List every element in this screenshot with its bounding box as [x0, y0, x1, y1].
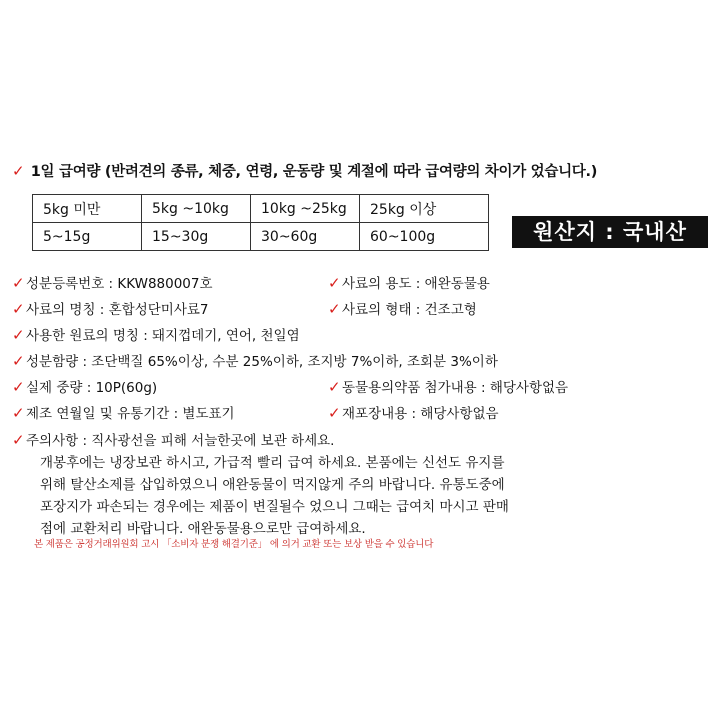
caution-line: 개봉후에는 냉장보관 하시고, 가급적 빨리 급여 하세요. 본품에는 신선도 유지를: [40, 455, 505, 471]
form-row: [328, 298, 477, 318]
table-cell: 60~100g: [360, 223, 489, 251]
check-mark-icon: ✓: [12, 378, 25, 396]
table-row: [33, 195, 489, 223]
name-row: [12, 298, 209, 318]
check-mark-icon: ✓: [12, 431, 25, 449]
check-mark-icon: ✓: [328, 274, 341, 292]
table-header-cell: 5kg 미만: [33, 195, 142, 223]
ingredients-text: 사용한 원료의 명칭 : 돼지껍데기, 연어, 천일염: [26, 328, 300, 344]
feeding-title: 1일 급여량 (반려견의 종류, 체중, 연령, 운동량 및 계절에 따라 급여량의 차이가 었습니다.): [30, 164, 598, 180]
table-row: [33, 223, 489, 251]
usage-row: [328, 272, 490, 292]
caution-title: 주의사항 : 직사광선을 피해 서늘한곳에 보관 하세요.: [26, 433, 335, 449]
check-mark-icon: ✓: [12, 274, 25, 292]
registration-row: [12, 272, 213, 292]
usage-text: 사료의 용도 : 애완동물용: [342, 276, 490, 292]
repack-row: [328, 402, 499, 422]
origin-badge: 원산지 : 국내산: [512, 216, 708, 248]
feeding-table: [32, 194, 489, 251]
table-header-cell: 10kg ~25kg: [251, 195, 360, 223]
ingredients-row: [12, 324, 300, 344]
date-row: [12, 402, 235, 422]
date-text: 제조 연월일 및 유통기간 : 별도표기: [26, 406, 235, 422]
table-cell: 30~60g: [251, 223, 360, 251]
table-cell: 5~15g: [33, 223, 142, 251]
check-mark-icon: ✓: [12, 326, 25, 344]
table-header-cell: 5kg ~10kg: [142, 195, 251, 223]
table-cell: 15~30g: [142, 223, 251, 251]
caution-row: [12, 429, 334, 449]
check-mark-icon: ✓: [12, 300, 25, 318]
additives-text: 동물용의약품 첨가내용 : 해당사항없음: [342, 380, 569, 396]
caution-line: 위해 탈산소제를 삽입하였으니 애완동물이 먹지않게 주의 바랍니다. 유통도중에: [40, 477, 505, 493]
weight-row: [12, 376, 157, 396]
check-mark-icon: ✓: [328, 378, 341, 396]
caution-line: 포장지가 파손되는 경우에는 제품이 변질될수 었으니 그때는 급여치 마시고 판매: [40, 499, 509, 515]
check-mark-icon: ✓: [328, 300, 341, 318]
check-mark-icon: ✓: [12, 162, 25, 180]
repack-text: 재포장내용 : 해당사항없음: [342, 406, 499, 422]
registration-text: 성분등록번호 : KKW880007호: [26, 276, 213, 292]
table-header-cell: 25kg 이상: [360, 195, 489, 223]
feeding-title-row: [12, 160, 597, 181]
additives-row: [328, 376, 568, 396]
composition-row: [12, 350, 498, 370]
check-mark-icon: ✓: [12, 404, 25, 422]
composition-text: 성분함량 : 조단백질 65%이상, 수분 25%이하, 조지방 7%이하, 조회분 3%이하: [26, 354, 498, 370]
disclaimer-text: 본 제품은 공정거래위원회 고시 「소비자 분쟁 해결기준」 에 의거 교환 또는 보상 받을 수 있습니다: [34, 539, 434, 550]
weight-text: 실제 중량 : 10P(60g): [26, 380, 158, 396]
check-mark-icon: ✓: [328, 404, 341, 422]
name-text: 사료의 명칭 : 혼합성단미사료7: [26, 302, 209, 318]
form-text: 사료의 형태 : 건조고형: [342, 302, 477, 318]
check-mark-icon: ✓: [12, 352, 25, 370]
caution-line: 점에 교환처리 바랍니다. 애완동물용으로만 급여하세요.: [40, 521, 366, 537]
